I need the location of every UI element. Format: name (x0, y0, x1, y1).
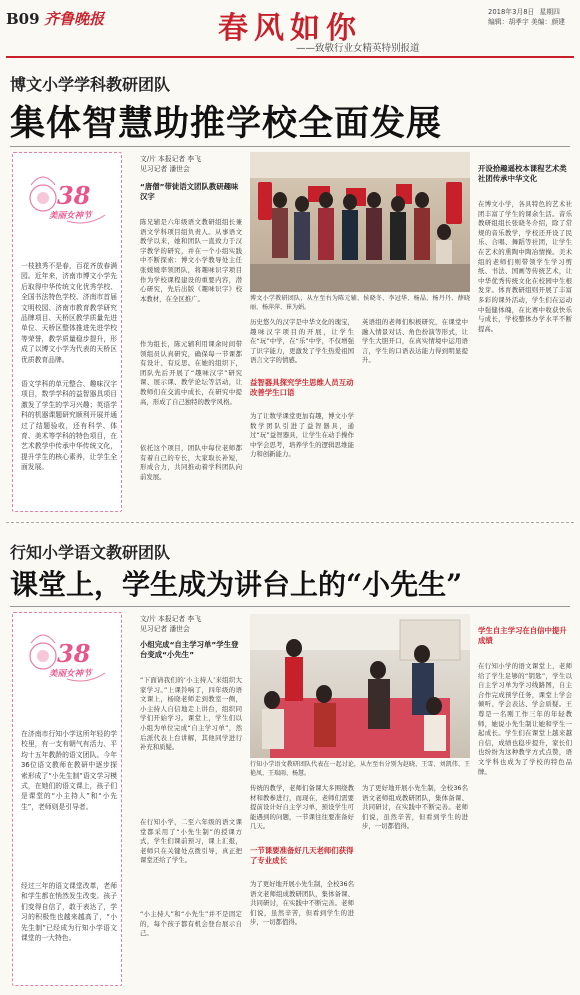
page-header (0, 0, 580, 60)
badge-number: 38 (57, 181, 91, 210)
story1-kicker: 博文小学学科教研团队 (10, 75, 171, 94)
badge-text: 美丽女神节 (49, 211, 92, 221)
paper-name: 齐鲁晚报 (44, 10, 105, 28)
story1-sub1: “唐僧”带徒语文团队教研趣味汉字 (140, 182, 239, 201)
story1-col4: 历史悠久的汉字是中华文化的瑰宝，趣味汉字项目的开展，让学生在“玩”中学，在“乐”中学，不仅增强了识字能力，更激发了学生热爱祖国语言文字的情感。 (250, 318, 354, 365)
story2-kicker: 行知小学语文教研团队 (10, 543, 171, 562)
story1-photo-caption: 博文小学教研团队，从左至右为陈元辅、侯晓冬、李冠华、杨晶、杨丹丹、薛晓丽、杨萍萍、崔为娟。 (250, 295, 470, 311)
story2-byline2: 见习记者 潘世会 (140, 625, 190, 633)
story2-sub1: 小组完成“自主学习单”学生登台变成“小先生” (140, 640, 239, 659)
story1-col6: 英语组的老师们积极研究，在课堂中融入情景对话、角色扮演等形式，让学生大胆开口，在真实情境中运用语言，学生的口语表达能力得到明显提升。 (362, 318, 468, 365)
story1-col2: 作为组长，陈元辅利用课余时间带领组员认真研究，确保每一节课都有设计、有反思。在她的组织下，团队先后开展了“趣味汉字”研究课、展示课、教学论坛等活动，让教师们在交流中成长，在研究中提高，形成了自己独特的教学风格。 (140, 340, 242, 406)
story1-col1: 陈兄辅是六年级语文教研组组长兼语文学科项目组负责人。从事语文教学以来，她和团队一直致力于汉字教学的研究，并在一个小组实践中不断探索：博文小学教导处主任张媛媛率领团队，将趣味识字项目作为学校课程建设的重要内容，潜心研究，先后出版《趣味识字》校本教材，在全区推广。 (140, 218, 242, 303)
story1-col3: 依托这个项目，团队中每位老师都有着自己的专长，大家取长补短，形成合力，共同推动着学科团队向前发展。 (140, 444, 242, 481)
story1-group-photo (250, 152, 470, 292)
column-title: 春风如你 (218, 11, 362, 46)
story1-side-text: 在博文小学，各具特色的艺术社团丰富了学生的课余生活。音乐教研组组长张晓冬介绍，除了常规的音乐教学，学校还开设了民乐、合唱、舞蹈等社团，让学生在艺术的熏陶中陶冶情操。美术组的老师们则带领学生学习剪纸、书法、国画等传统艺术，让中华优秀传统文化在校园中生根发芽。体育教研组则开展了丰富多彩的课外活动，学生们在运动中强健体魄，在比赛中收获快乐与成长，学校整体办学水平不断提高。 (478, 200, 572, 333)
page-number: B09 (6, 10, 40, 28)
issue-weekday: 星期四 (539, 8, 560, 16)
story2-side-title: 学生自主学习在自信中提升成绩 (478, 626, 567, 645)
story2-intro: 在济南市行知小学这所年轻的学校里，有一支有朝气有活力、平均十五年教龄的语文团队。今年36位语文教师在教研中逐步探索形成了“小先生制”语文学习模式，在她们的语文课上，孩子们是课堂的“小主持人”和“小先生”，老师则是引导者。 (21, 730, 117, 811)
story2-col-mid: 传统的教学，老师们备课大多围绕教材和教参进行，而现在，老师们需要提前设计好自主学习单，预设学生可能遇到的问题，一节课往往要准备好几天。 (250, 784, 354, 831)
story1-headline: 集体智慧助推学校全面发展 (10, 103, 443, 144)
header-rule (6, 56, 574, 58)
story2-group-photo (250, 614, 470, 758)
story2-byline1: 文/片 本报记者 李飞 (140, 615, 201, 623)
story1-intro2: 语文学科的单元整合、趣味汉字项目，数学学科的益智器具项目激发了学生的学习兴趣；英语学科的机器课题研究顺利开展并通过了结题验收，还有科学、体育、美术等学科的特色项目，在艺术教学中传承中华传统文化，提升学生的核心素养，让学生全面发展。 (21, 380, 117, 472)
story1-sub2: 益智器具探究学生思维人员互动改善学生口语 (250, 378, 354, 397)
festival-badge-2 (27, 623, 109, 689)
story1-col5: 为了让数学课堂更加有趣，博文小学数学团队引进了益智器具，通过“玩”益智器具，让学生在动手操作中学会思考，培养学生的逻辑思维能力和创新能力。 (250, 412, 354, 459)
issue-date: 2018年3月8日 (488, 8, 535, 16)
story1-intro-box (12, 152, 122, 512)
story2-headline: 课堂上，学生成为讲台上的“小先生” (10, 568, 463, 601)
festival-badge (27, 165, 109, 231)
story2-col6: 为了更好地开展小先生制，全校36名语文老师组成教研团队，集体备课、共同研讨，在实践中不断完善。老师们说，虽然辛苦，但看到学生的进步，一切都值得。 (362, 784, 468, 831)
story2-photo-caption: 行知小学语文教研团队代表在一起讨论，从左至右分别为赵晓、王雪、刘凯伟、王艳凤、王瑞雨、杨慧。 (250, 761, 470, 777)
badge-number: 38 (57, 639, 91, 668)
story1-byline2: 见习记者 潘世会 (140, 165, 190, 173)
story2-intro2: 经过三年的语文课堂改革，老师和学生都在悄然发生改变。孩子们变得自信了，敢于表达了，学习的积极性也越来越高了，“小先生制”已经成为行知小学语文课堂的一大特色。 (21, 882, 117, 943)
story2-col2: 在行知小学，二至六年级的语文课堂都采用了“小先生制”的授课方式，学生们课前预习，课上汇报，老师只在关键处点拨引导，真正把课堂还给了学生。 (140, 818, 242, 865)
story-divider (6, 522, 574, 523)
story2-sub2: 一节课要准备好几天老师们获得了专业成长 (250, 846, 354, 865)
story2-col3: “小主持人”和“小先生”并不是固定的，每个孩子都有机会登台展示自己。 (140, 910, 242, 938)
story1-byline1: 文/片 本报记者 李飞 (140, 155, 201, 163)
story2-col1: “下面请我们的‘小主持人’来组织大家学习。”上课铃响了，四年级的语文课上，杨晓老师走到教室一侧，小主持人自信地走上讲台，组织同学们开始学习。课堂上，学生们以小组为单位完成“自主学习单”，然后派代表上台讲解，其他同学进行补充和质疑。 (140, 676, 242, 752)
badge-text: 美丽女神节 (49, 669, 92, 679)
story1-intro: 一枝独秀不是春，百花齐放春满园。近年来，济南市博文小学先后取得中华传统文化优秀学校、全国书法特色学校、济南市首届文明校园、济南市教育教学研究品牌项目、天桥区教学质量先进单位、天桥区整体推进先进学校等荣誉，教学质量稳步提升，形成了以博文小学为代表的天桥区优质教育品牌。 (21, 262, 117, 364)
editor-line: 编辑：胡孝宇 美编：颜建 (488, 18, 565, 26)
story2-side-text: 在行知小学的语文课堂上，老师给了学生足够的“钥匙”，学生以自主学习单为学习线路图，自主合作完成预学任务，课堂上学会倾听、学会表达、学会质疑。王尊是一名刚工作三年的年轻教师，她说小先生制让她和学生一起成长。学生们在课堂上越来越自信，成绩也稳步提升，家长们也纷纷为这种教学方式点赞，语文学科也成为了学校的特色品牌。 (478, 662, 572, 776)
story2-col5: 为了更好地开展小先生制，全校36名语文老师组成教研团队，集体备课、共同研讨，在实践中不断完善。老师们说，虽然辛苦，但看到学生的进步，一切都值得。 (250, 880, 354, 927)
story2-intro-box (12, 612, 122, 986)
story1-side-title: 开设拾趣遥校本课程艺术类社团传承中华文化 (478, 164, 567, 183)
column-subtitle: ——致敬行业女精英特别报道 (296, 43, 420, 54)
